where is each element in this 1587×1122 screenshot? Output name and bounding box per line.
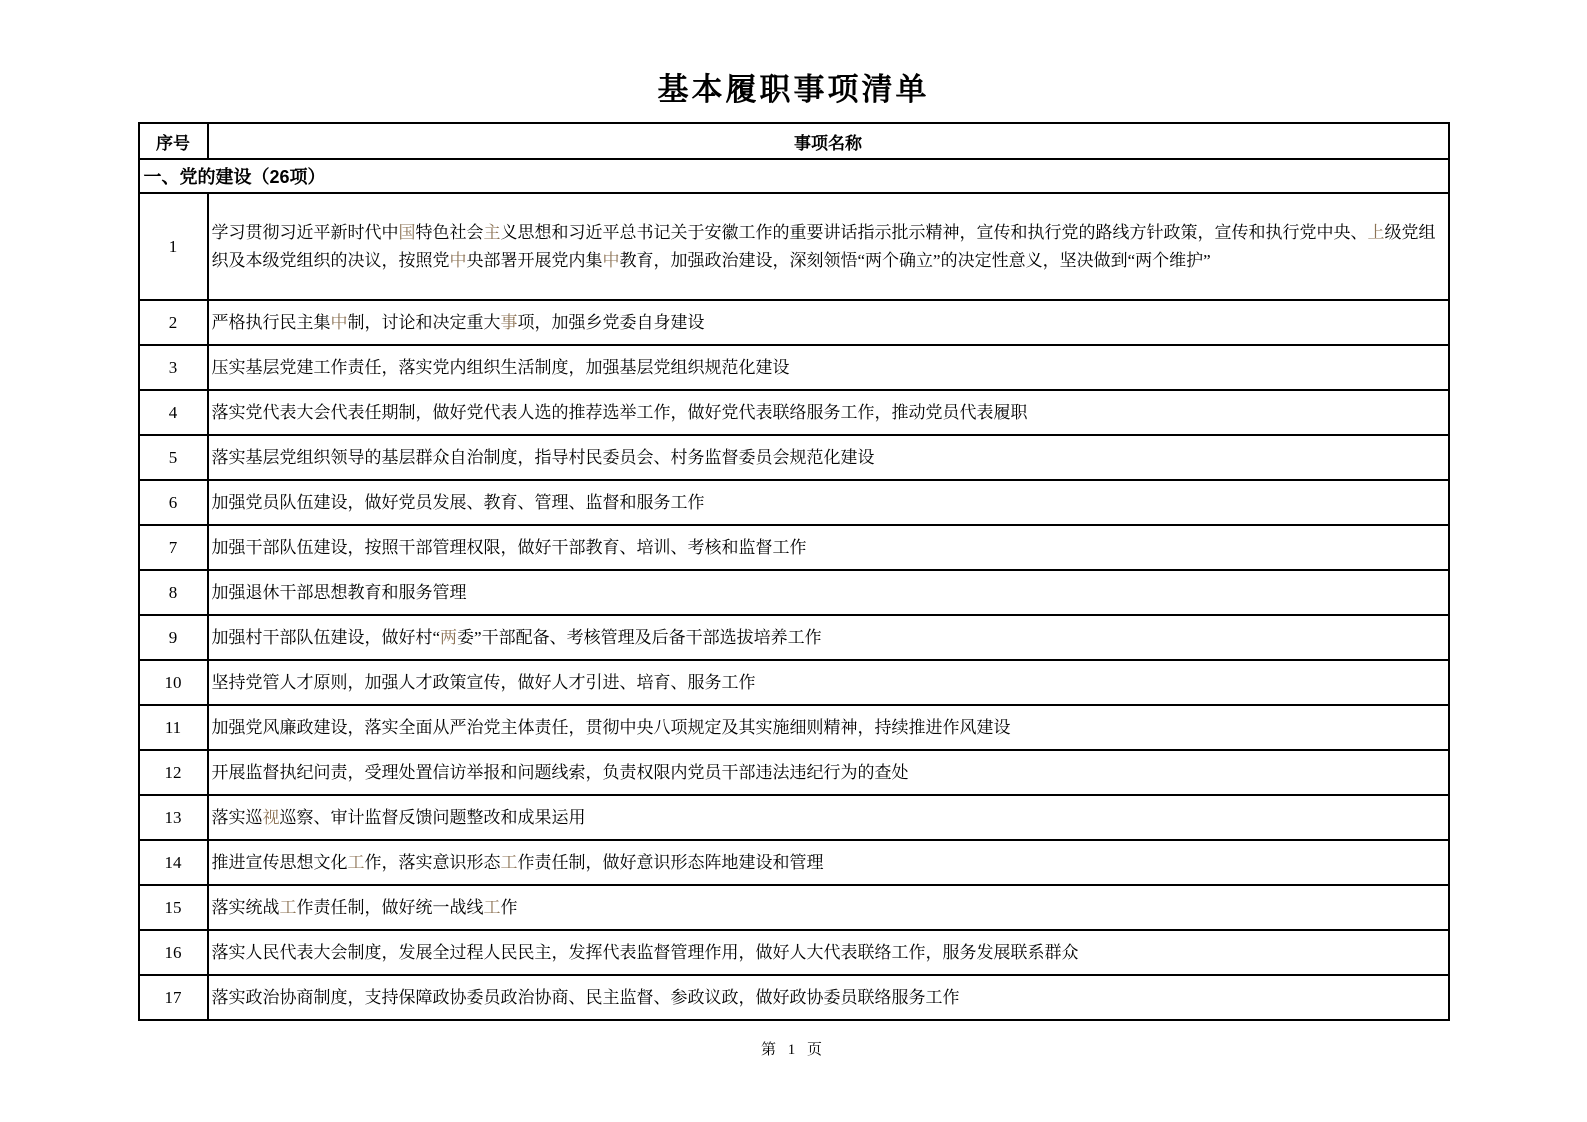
table-row	[139, 615, 1449, 660]
highlighted-char: 视	[262, 807, 280, 827]
text-segment: 落实人民代表大会制度，发展全过程人民民主，发挥代表监督管理作用，做好人大代表联络工作，服务发展联系群众	[211, 942, 1079, 962]
row-number: 6	[139, 480, 208, 525]
row-item-text	[208, 840, 1449, 885]
highlighted-char: 中	[602, 250, 620, 270]
page-title: 基本履职事项清单	[657, 72, 930, 107]
row-item-text	[208, 750, 1449, 795]
table-row	[139, 300, 1449, 345]
text-segment: 作责任制，做好意识形态阵地建设和管理	[517, 852, 824, 872]
highlighted-char: 工	[279, 897, 297, 917]
text-segment: 加强党员队伍建设，做好党员发展、教育、管理、监督和服务工作	[211, 492, 705, 512]
row-item-text	[208, 615, 1449, 660]
highlighted-char: 事	[500, 312, 518, 332]
row-item-text	[208, 795, 1449, 840]
row-number: 12	[139, 750, 208, 795]
text-segment: 加强村干部队伍建设，做好村“	[211, 627, 441, 647]
row-number: 4	[139, 390, 208, 435]
text-segment: 落实政治协商制度，支持保障政协委员政治协商、民主监督、参政议政，做好政协委员联络服务工作	[211, 987, 960, 1007]
highlighted-char: 主	[483, 222, 501, 242]
text-segment: 义思想和习近平总书记关于安徽工作的重要讲话指示批示精神，宣传和执行党的路线方针政策，宣传和执行党中央、	[500, 222, 1368, 242]
row-item-text	[208, 930, 1449, 975]
text-segment: 加强退休干部思想教育和服务管理	[211, 582, 467, 602]
table-row	[139, 525, 1449, 570]
text-segment: 严格执行民主集	[211, 312, 331, 332]
text-segment: 加强党风廉政建设，落实全面从严治党主体责任，贯彻中央八项规定及其实施细则精神，持续推进作风建设	[211, 717, 1011, 737]
text-segment: 落实基层党组织领导的基层群众自治制度，指导村民委员会、村务监督委员会规范化建设	[211, 447, 875, 467]
row-number: 9	[139, 615, 208, 660]
text-segment: 作	[500, 897, 518, 917]
row-number: 10	[139, 660, 208, 705]
table-row	[139, 930, 1449, 975]
highlighted-char: 中	[449, 250, 467, 270]
row-number: 2	[139, 300, 208, 345]
text-segment: 推进宣传思想文化	[211, 852, 348, 872]
page-number: 第 1 页	[760, 1042, 826, 1058]
row-number: 11	[139, 705, 208, 750]
row-number: 8	[139, 570, 208, 615]
text-segment: 坚持党管人才原则，加强人才政策宣传，做好人才引进、培育、服务工作	[211, 672, 756, 692]
section-row	[139, 159, 1449, 193]
text-segment: 巡察、审计监督反馈问题整改和成果运用	[279, 807, 586, 827]
table-row	[139, 570, 1449, 615]
row-item-text	[208, 570, 1449, 615]
row-number: 5	[139, 435, 208, 480]
highlighted-char: 工	[347, 852, 365, 872]
highlighted-char: 工	[483, 897, 501, 917]
highlighted-char: 工	[500, 852, 518, 872]
row-number: 16	[139, 930, 208, 975]
row-item-text	[208, 885, 1449, 930]
text-segment: 开展监督执纪问责，受理处置信访举报和问题线索，负责权限内党员干部违法违纪行为的查处	[211, 762, 909, 782]
row-item-text	[208, 300, 1449, 345]
row-item-text	[208, 193, 1449, 300]
text-segment: 制，讨论和决定重大	[347, 312, 501, 332]
text-segment: 作责任制，做好统一战线	[296, 897, 484, 917]
row-number: 1	[139, 193, 208, 300]
header-row	[139, 123, 1449, 159]
header-item-name: 事项名称	[208, 123, 1449, 159]
table-row	[139, 660, 1449, 705]
table-row	[139, 705, 1449, 750]
highlighted-char: 中	[330, 312, 348, 332]
table-row	[139, 750, 1449, 795]
text-segment: 特色社会	[415, 222, 484, 242]
row-item-text	[208, 525, 1449, 570]
table-row	[139, 840, 1449, 885]
text-segment: 压实基层党建工作责任，落实党内组织生活制度，加强基层党组织规范化建设	[211, 357, 790, 377]
row-number: 15	[139, 885, 208, 930]
header-index: 序号	[139, 123, 208, 159]
section-title: 一、党的建设（26项）	[139, 159, 1449, 193]
text-segment: 级党组织及本级党组织的决议，按照党	[211, 222, 1436, 270]
text-segment: 学习贯彻习近平新时代中	[211, 222, 399, 242]
text-segment: 落实统战	[211, 897, 280, 917]
row-number: 3	[139, 345, 208, 390]
duty-list-table	[138, 122, 1450, 1021]
row-number: 14	[139, 840, 208, 885]
table-row	[139, 975, 1449, 1020]
table-row	[139, 795, 1449, 840]
text-segment: 加强干部队伍建设，按照干部管理权限，做好干部教育、培训、考核和监督工作	[211, 537, 807, 557]
row-number: 7	[139, 525, 208, 570]
table-row	[139, 480, 1449, 525]
row-item-text	[208, 705, 1449, 750]
row-number: 17	[139, 975, 208, 1020]
table-row	[139, 885, 1449, 930]
text-segment: 落实党代表大会代表任期制，做好党代表人选的推荐选举工作，做好党代表联络服务工作，推动党员代表履职	[211, 402, 1028, 422]
text-segment: 落实巡	[211, 807, 263, 827]
row-item-text	[208, 975, 1449, 1020]
text-segment: 教育，加强政治建设，深刻领悟“两个确立”的决定性意义，坚决做到“两个维护”	[619, 250, 1211, 270]
highlighted-char: 上	[1367, 222, 1385, 242]
row-item-text	[208, 480, 1449, 525]
text-segment: 项，加强乡党委自身建设	[517, 312, 705, 332]
row-number: 13	[139, 795, 208, 840]
row-item-text	[208, 435, 1449, 480]
table-row	[139, 345, 1449, 390]
highlighted-char: 国	[398, 222, 416, 242]
highlighted-char: 两	[440, 627, 458, 647]
text-segment: 作，落实意识形态	[364, 852, 501, 872]
text-segment: 委”干部配备、考核管理及后备干部选拔培养工作	[457, 627, 822, 647]
table-row	[139, 390, 1449, 435]
text-segment: 央部署开展党内集	[466, 250, 603, 270]
table-row	[139, 193, 1449, 300]
row-item-text	[208, 660, 1449, 705]
row-item-text	[208, 345, 1449, 390]
table-body	[139, 193, 1449, 1020]
table-row	[139, 435, 1449, 480]
row-item-text	[208, 390, 1449, 435]
table-header	[139, 123, 1449, 193]
